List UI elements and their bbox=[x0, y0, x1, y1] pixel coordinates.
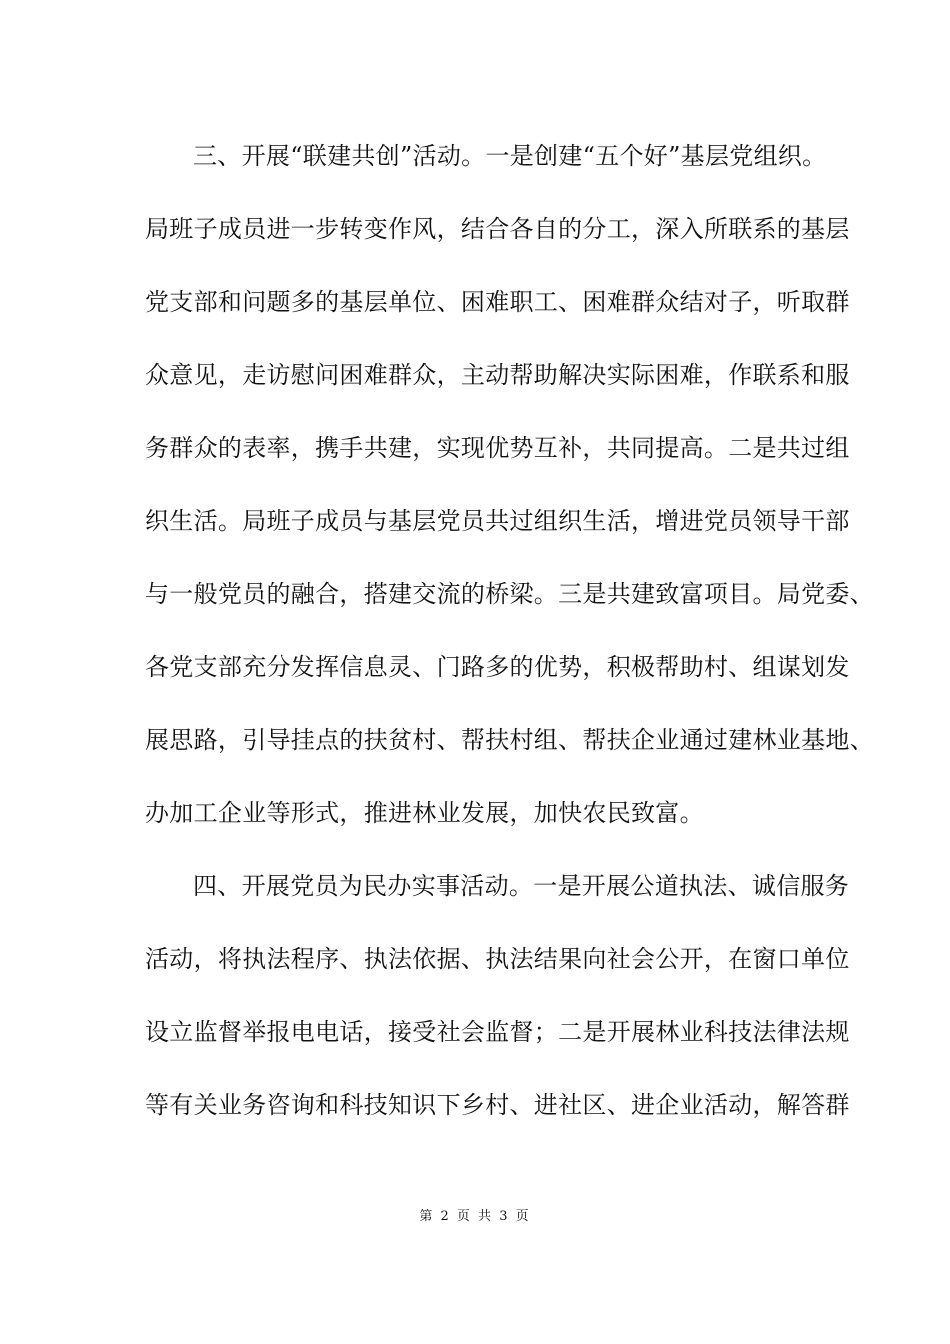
paragraph-2-line-1: 四、开展党员为民办实事活动。一是开展公道执法、诚信服务 bbox=[193, 872, 850, 900]
paragraph-2-line-2: 活动，将执法程序、执法依据、执法结果向社会公开，在窗口单位 bbox=[145, 945, 850, 973]
paragraph-2-line-4: 等有关业务咨询和科技知识下乡村、进社区、进企业活动，解答群 bbox=[145, 1091, 850, 1119]
paragraph-1-line-1: 三、开展“联建共创”活动。一是创建“五个好”基层党组织。 bbox=[193, 142, 827, 170]
paragraph-1-line-6: 织生活。局班子成员与基层党员共过组织生活，增进党员领导干部 bbox=[145, 507, 850, 535]
paragraph-1-line-2: 局班子成员进一步转变作风，结合各自的分工，深入所联系的基层 bbox=[145, 215, 850, 243]
paragraph-1-line-4: 众意见，走访慰问困难群众，主动帮助解决实际困难，作联系和服 bbox=[145, 361, 850, 389]
paragraph-1-line-9: 展思路，引导挂点的扶贫村、帮扶村组、帮扶企业通过建林业基地、 bbox=[145, 726, 874, 754]
paragraph-1-line-3: 党支部和问题多的基层单位、困难职工、困难群众结对子，听取群 bbox=[145, 288, 850, 316]
paragraph-1-line-10: 办加工企业等形式，推进林业发展，加快农民致富。 bbox=[145, 799, 704, 827]
paragraph-1-line-5: 务群众的表率，携手共建，实现优势互补，共同提高。二是共过组 bbox=[145, 434, 850, 462]
paragraph-1-line-7: 与一般党员的融合，搭建交流的桥梁。三是共建致富项目。局党委、 bbox=[145, 580, 874, 608]
paragraph-1-line-8: 各党支部充分发挥信息灵、门路多的优势，积极帮助村、组谋划发 bbox=[145, 653, 850, 681]
paragraph-2-line-3: 设立监督举报电电话，接受社会监督；二是开展林业科技法律法规 bbox=[145, 1018, 850, 1046]
page-number-footer: 第 2 页 共 3 页 bbox=[419, 1209, 531, 1224]
